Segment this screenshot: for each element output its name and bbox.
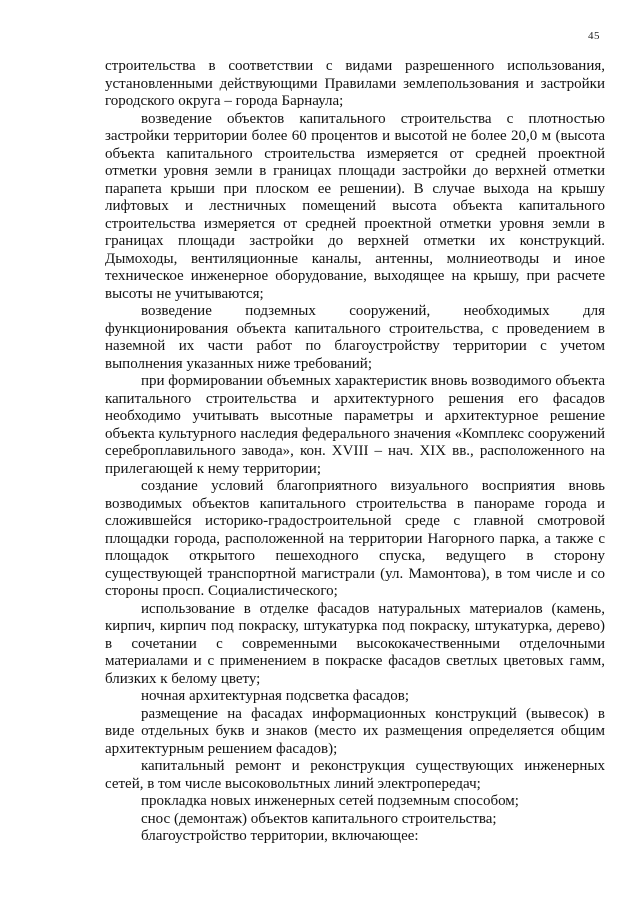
- paragraph: строительства в соответствии с видами разрешенного использования, установленными действующими Правилами землепользования и застройки городского округа – города Барнаула;: [105, 58, 605, 109]
- document-body: [105, 58, 605, 846]
- paragraph: снос (демонтаж) объектов капитального строительства;: [141, 810, 497, 827]
- paragraph: прокладка новых инженерных сетей подземным способом;: [141, 793, 519, 809]
- paragraph: возведение подземных сооружений, необходимых для функционирования объекта капитального строительства, с проведением в наземной их части работ по благоустройству территории с учетом выполнения указанных ниже требований;: [105, 303, 605, 372]
- paragraph: благоустройство территории, включающее:: [141, 828, 419, 844]
- paragraph: создание условий благоприятного визуального восприятия вновь возводимых объектов капитального строительства в панораме города и сложившейся историко-градостроительной среде с главной смотровой площадки города, расположенной на территории Нагорного парка, а также с площадок открытого пешеходного спуска, ведущего в сторону существующей транспортной магистрали (ул. Мамонтова), в том числе и со стороны просп. Социалистического;: [105, 478, 605, 599]
- paragraph: капитальный ремонт и реконструкция существующих инженерных сетей, в том числе высоковольтных линий электропередач;: [105, 758, 605, 792]
- paragraph: размещение на фасадах информационных конструкций (вывесок) в виде отдельных букв и знаков (место их размещения определяется общим архитектурным решением фасадов);: [105, 705, 605, 757]
- paragraph: возведение объектов капитального строительства с плотностью застройки территории более 60 процентов и высотой не более 20,0 м (высота объекта капитального строительства измеряется от средней проектной отметки уровня земли в границах площади застройки до верхней отметки парапета крыши при плоском ее решении). В случае выхода на крышу лифтовых и лестничных помещений высота объекта капитального строительства измеряется от средней проектной отметки уровня земли в границах площади застройки до верхней отметки их конструкций. Дымоходы, вентиляционные каналы, антенны, молниеотводы и иное техническое инженерное оборудование, выходящее на крышу, при расчете высоты не учитываются;: [105, 110, 605, 302]
- page-number: 45: [588, 30, 600, 42]
- paragraph: использование в отделке фасадов натуральных материалов (камень, кирпич, кирпич под покраску, штукатурка под покраску, штукатурка, дерево) в сочетании с современными высококачественными отделочными материалами и с применением в покраске фасадов светлых цветовых гамм, близких к белому цвету;: [105, 600, 605, 687]
- paragraph: при формировании объемных характеристик вновь возводимого объекта капитального строительства и архитектурного решения его фасадов необходимо учитывать высотные параметры и архитектурное решение объекта культурного наследия федерального значения «Комплекс сооружений сереброплавильного завода», кон. XVIII – нач. XIX вв., расположенного на прилегающей к нему территории;: [105, 373, 606, 477]
- paragraph: ночная архитектурная подсветка фасадов;: [141, 688, 410, 704]
